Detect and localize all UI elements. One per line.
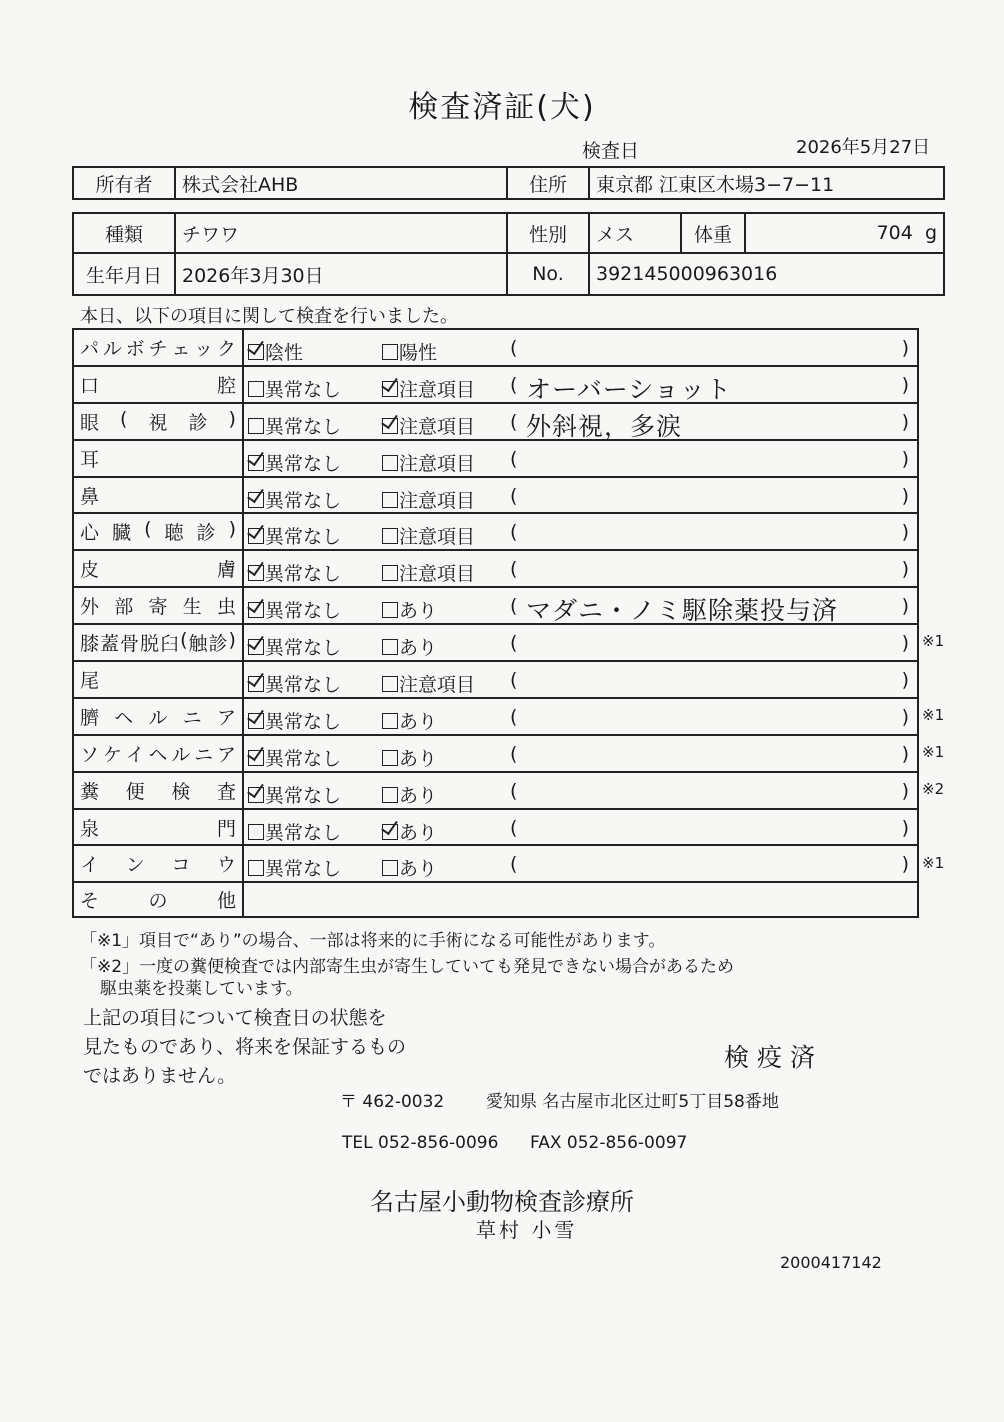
no-label: No. — [507, 253, 589, 295]
check-label-cell — [73, 477, 243, 514]
check-option-label: 異常なし — [265, 526, 342, 549]
check-option-label: 異常なし — [265, 821, 342, 844]
check-options-cell — [243, 772, 918, 809]
weight-cell — [745, 213, 944, 253]
check-option-label: 異常なし — [265, 489, 342, 512]
open-paren: ( — [510, 742, 518, 765]
check-label-cell — [73, 329, 243, 366]
check-label: パ ル ボ チ ェ ッ ク — [80, 337, 236, 360]
checkbox-icon — [248, 418, 264, 434]
check-note: 外斜視，多涙 — [526, 411, 683, 441]
sex-label: 性別 — [507, 213, 589, 253]
checked-box-icon — [248, 492, 264, 508]
check-option-a — [248, 854, 341, 881]
check-option-a — [248, 744, 341, 771]
check-row — [73, 772, 918, 809]
clinic-name: 名古屋小動物検査診療所 — [370, 1188, 634, 1216]
check-row — [73, 845, 918, 882]
check-note: オーバーショット — [526, 374, 732, 404]
check-option-a — [248, 818, 341, 845]
intro-text: 本日、以下の項目に関して検査を行いました。 — [80, 306, 458, 327]
other-label: そ の 他 — [80, 890, 236, 913]
check-option-b — [382, 522, 475, 549]
close-paren: ) — [901, 373, 909, 396]
checked-box-icon — [382, 824, 398, 840]
close-paren: ) — [901, 337, 909, 359]
open-paren: ( — [510, 521, 518, 544]
dob-label: 生年月日 — [73, 253, 175, 295]
animal-table — [72, 212, 945, 296]
other-row — [73, 882, 918, 917]
check-row — [73, 403, 918, 440]
check-row — [73, 550, 918, 587]
open-paren: ( — [510, 595, 518, 618]
clinic-fax: FAX 052-856-0097 — [530, 1133, 688, 1153]
open-paren: ( — [510, 669, 518, 692]
check-option-b — [382, 338, 437, 365]
check-label-cell — [73, 735, 243, 772]
checkbox-icon — [248, 381, 264, 397]
check-option-label: 注意項目 — [399, 415, 476, 438]
checked-box-icon — [248, 750, 264, 766]
footnote-1: 「※1」項目で“あり”の場合、一部は将来的に手術になる可能性があります。 — [80, 931, 666, 951]
clinic-tel: TEL 052-856-0096 — [342, 1133, 499, 1153]
check-options-cell — [243, 550, 918, 587]
address-value: 東京都 江東区木場3−7−11 — [589, 167, 944, 199]
disclaimer-line3: ではありません。 — [83, 1065, 237, 1087]
check-option-label: 異常なし — [265, 747, 342, 770]
check-label: イ ン コ ウ — [80, 854, 236, 877]
check-option-label: 注意項目 — [399, 452, 476, 475]
check-label: ソ ケ イ ヘ ル ニ ア — [80, 743, 236, 766]
check-option-label: 陽性 — [399, 342, 438, 364]
check-options-cell — [243, 661, 918, 698]
close-paren: ) — [901, 521, 909, 544]
checked-box-icon — [248, 344, 264, 360]
check-row — [73, 809, 918, 846]
check-option-b — [382, 412, 475, 439]
weight-label: 体重 — [681, 213, 745, 253]
check-label: 泉 門 — [80, 817, 236, 840]
check-option-b — [382, 670, 475, 697]
footnote-2-line1: 「※2」一度の糞便検査では内部寄生虫が寄生していても発見できない場合があるため — [80, 957, 735, 977]
check-label: 尾 — [80, 669, 100, 692]
check-option-a — [248, 338, 303, 365]
check-option-label: あり — [399, 821, 438, 844]
close-paren: ) — [901, 742, 909, 765]
check-label-cell — [73, 772, 243, 809]
clinic-address: 愛知県 名古屋市北区辻町5丁目58番地 — [486, 1092, 779, 1112]
check-label: 眼 ( 視 診 ) — [80, 407, 236, 434]
footnote-mark: ※1 — [922, 706, 945, 724]
check-row — [73, 366, 918, 403]
other-label-cell — [73, 882, 243, 917]
check-option-a — [248, 522, 341, 549]
close-paren: ) — [901, 853, 909, 876]
check-option-label: 異常なし — [265, 563, 342, 586]
checked-box-icon — [248, 787, 264, 803]
check-option-label: 注意項目 — [399, 378, 476, 401]
check-option-label: あり — [399, 600, 438, 623]
check-row — [73, 735, 918, 772]
dob-value: 2026年3月30日 — [175, 253, 507, 295]
open-paren: ( — [510, 853, 518, 876]
disclaimer-line1: 上記の項目について検査日の状態を — [83, 1007, 387, 1029]
checkbox-icon — [382, 344, 398, 360]
open-paren: ( — [510, 816, 518, 839]
check-option-label: あり — [399, 858, 438, 881]
open-paren: ( — [510, 632, 518, 655]
checkbox-icon — [382, 455, 398, 471]
breed-value: チワワ — [175, 213, 507, 253]
checked-box-icon — [248, 455, 264, 471]
check-option-a — [248, 486, 341, 513]
check-row — [73, 329, 918, 366]
check-option-label: あり — [399, 784, 438, 807]
check-option-label: 異常なし — [265, 637, 342, 660]
check-row — [73, 698, 918, 735]
check-label-cell — [73, 440, 243, 477]
check-option-b — [382, 854, 437, 881]
check-option-label: あり — [399, 710, 438, 733]
check-option-b — [382, 633, 437, 660]
check-option-label: 異常なし — [265, 600, 342, 623]
other-value — [243, 882, 918, 917]
open-paren: ( — [510, 705, 518, 728]
footnote-2-line2: 駆虫薬を投薬しています。 — [100, 979, 303, 999]
check-options-cell — [243, 587, 918, 624]
footnote-mark: ※2 — [922, 779, 945, 798]
check-options-cell — [243, 403, 918, 440]
check-option-label: あり — [399, 637, 438, 660]
weight-value: 704 — [876, 222, 913, 244]
check-label-cell — [73, 513, 243, 550]
open-paren: ( — [510, 337, 518, 359]
close-paren: ) — [901, 558, 909, 581]
check-label: 外 部 寄 生 虫 — [80, 596, 236, 619]
checkbox-icon — [382, 492, 398, 508]
check-label: 糞 便 検 査 — [80, 780, 236, 803]
checkbox-icon — [382, 713, 398, 729]
open-paren: ( — [510, 779, 518, 802]
serial-number: 2000417142 — [780, 1253, 882, 1272]
checkbox-icon — [382, 676, 398, 692]
exam-date: 2026年5月27日 — [796, 137, 931, 158]
check-options-cell — [243, 845, 918, 882]
checked-box-icon — [248, 602, 264, 618]
check-options-cell — [243, 624, 918, 661]
open-paren: ( — [510, 484, 518, 507]
check-label-cell — [73, 698, 243, 735]
check-option-b — [382, 596, 437, 623]
close-paren: ) — [901, 669, 909, 692]
check-option-label: 異常なし — [265, 858, 342, 881]
check-label-cell — [73, 661, 243, 698]
no-value: 392145000963016 — [589, 253, 944, 295]
close-paren: ) — [901, 705, 909, 728]
checkbox-icon — [382, 787, 398, 803]
check-option-b — [382, 375, 475, 402]
check-option-label: 異常なし — [265, 784, 342, 807]
check-option-b — [382, 707, 437, 734]
breed-label: 種類 — [73, 213, 175, 253]
check-options-cell — [243, 513, 918, 550]
check-option-label: 異常なし — [265, 415, 342, 438]
check-option-label: あり — [399, 747, 438, 770]
check-option-a — [248, 670, 341, 697]
checkbox-icon — [382, 750, 398, 766]
disclaimer-line2: 見たものであり、将来を保証するもの — [83, 1036, 407, 1058]
check-option-b — [382, 449, 475, 476]
check-option-label: 異常なし — [265, 710, 342, 733]
check-option-a — [248, 596, 341, 623]
check-option-b — [382, 818, 437, 845]
check-options-cell — [243, 440, 918, 477]
checked-box-icon — [248, 639, 264, 655]
check-row — [73, 661, 918, 698]
close-paren: ) — [901, 410, 909, 433]
close-paren: ) — [901, 632, 909, 655]
check-option-label: 異常なし — [265, 674, 342, 697]
quarantine-stamp: 検疫済 — [724, 1043, 824, 1072]
owner-value: 株式会社AHB — [175, 167, 507, 199]
check-option-label: 異常なし — [265, 378, 342, 401]
checked-box-icon — [248, 676, 264, 692]
check-note: マダニ・ノミ駆除薬投与済 — [526, 596, 839, 626]
close-paren: ) — [901, 779, 909, 802]
check-label-cell — [73, 366, 243, 403]
check-option-b — [382, 486, 475, 513]
checkbox-icon — [248, 824, 264, 840]
open-paren: ( — [510, 447, 518, 470]
check-option-a — [248, 781, 341, 808]
check-row — [73, 440, 918, 477]
footnote-mark: ※1 — [922, 853, 945, 872]
close-paren: ) — [901, 816, 909, 839]
close-paren: ) — [901, 447, 909, 470]
check-row — [73, 513, 918, 550]
exam-date-label: 検査日 — [582, 140, 640, 162]
checkbox-icon — [382, 602, 398, 618]
check-row — [73, 624, 918, 661]
checked-box-icon — [248, 528, 264, 544]
check-options-cell — [243, 477, 918, 514]
owner-table — [72, 166, 945, 200]
check-option-label: 注意項目 — [399, 526, 476, 549]
document-title: 検査済証(犬) — [408, 90, 596, 125]
check-options-cell — [243, 698, 918, 735]
check-row — [73, 477, 918, 514]
close-paren: ) — [901, 484, 909, 507]
check-option-a — [248, 449, 341, 476]
check-label-cell — [73, 587, 243, 624]
check-label: 膝 蓋 骨 脱 臼 ( 触 診 ) — [80, 629, 236, 656]
disclaimer — [83, 1004, 406, 1091]
check-option-b — [382, 781, 437, 808]
check-options-cell — [243, 809, 918, 846]
checks-table — [72, 328, 919, 918]
check-label: 口 腔 — [80, 374, 236, 397]
checkbox-icon — [382, 565, 398, 581]
check-option-b — [382, 559, 475, 586]
footnote-mark: ※1 — [922, 632, 945, 651]
check-label-cell — [73, 845, 243, 882]
check-option-a — [248, 559, 341, 586]
open-paren: ( — [510, 373, 518, 396]
check-label: 鼻 — [80, 485, 100, 508]
weight-unit: g — [924, 222, 937, 244]
check-label-cell — [73, 809, 243, 846]
checked-box-icon — [248, 565, 264, 581]
checkbox-icon — [382, 860, 398, 876]
checked-box-icon — [382, 381, 398, 397]
check-option-a — [248, 633, 341, 660]
owner-label: 所有者 — [73, 167, 175, 199]
check-label: 耳 — [80, 448, 100, 471]
check-label: 皮 膚 — [80, 559, 236, 582]
sex-value: メス — [589, 213, 681, 253]
check-label: 心 臓 ( 聴 診 ) — [80, 518, 236, 545]
check-option-a — [248, 707, 341, 734]
footnote-mark: ※1 — [922, 742, 945, 761]
check-option-b — [382, 744, 437, 771]
check-option-label: 注意項目 — [399, 563, 476, 586]
check-options-cell — [243, 366, 918, 403]
postal-code: 〒 462-0032 — [340, 1092, 445, 1112]
address-label: 住所 — [507, 167, 589, 199]
open-paren: ( — [510, 410, 518, 433]
close-paren: ) — [901, 595, 909, 618]
check-label-cell — [73, 550, 243, 587]
check-option-a — [248, 412, 341, 439]
check-option-a — [248, 375, 341, 402]
check-options-cell — [243, 329, 918, 366]
check-options-cell — [243, 735, 918, 772]
checkbox-icon — [382, 528, 398, 544]
check-row — [73, 587, 918, 624]
checked-box-icon — [382, 418, 398, 434]
check-label-cell — [73, 403, 243, 440]
checkbox-icon — [248, 860, 264, 876]
open-paren: ( — [510, 558, 518, 581]
check-option-label: 陰性 — [265, 342, 304, 364]
check-option-label: 注意項目 — [399, 674, 476, 697]
check-label: 臍 ヘ ル ニ ア — [80, 706, 236, 729]
check-option-label: 注意項目 — [399, 489, 476, 512]
check-label-cell — [73, 624, 243, 661]
check-option-label: 異常なし — [265, 452, 342, 475]
vet-name: 草村 小雪 — [476, 1218, 578, 1242]
checked-box-icon — [248, 713, 264, 729]
checkbox-icon — [382, 639, 398, 655]
